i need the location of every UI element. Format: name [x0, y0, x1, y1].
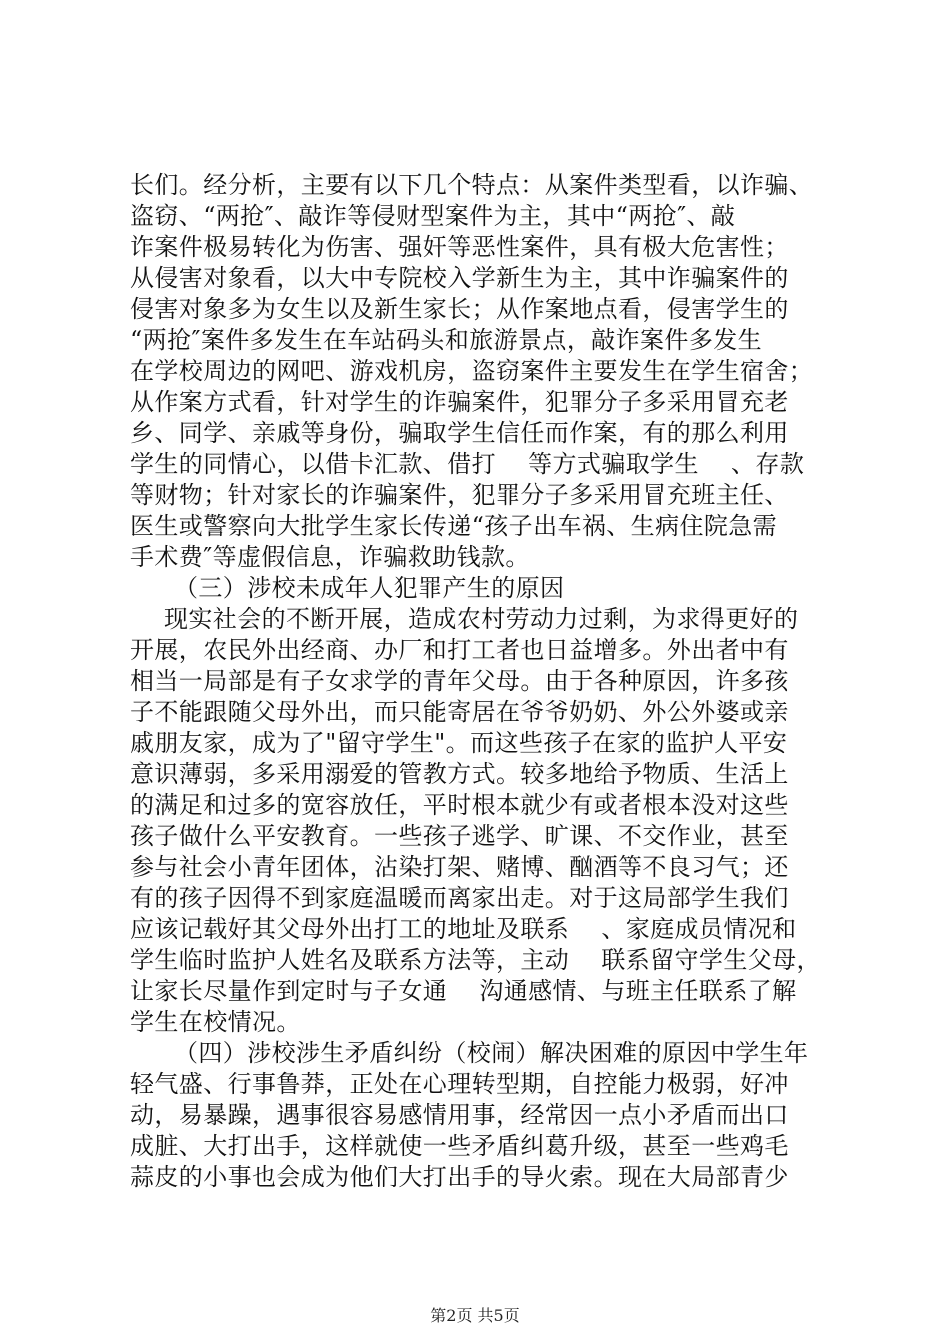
text-line: 现实社会的不断开展，造成农村劳动力过剩，为求得更好的 — [164, 605, 799, 633]
text-line: 乡、同学、亲戚等身份，骗取学生信任而作案，有的那么利用 — [130, 419, 789, 447]
text-line: 医生或警察向大批学生家长传递“孩子出车祸、生病住院急需 — [130, 512, 778, 540]
text-line: 应该记载好其父母外出打工的地址及联系 、家庭成员情况和 — [130, 915, 797, 943]
section-heading: （三）涉校未成年人犯罪产生的原因 — [174, 574, 565, 602]
text-line: 参与社会小青年团体，沾染打架、赌博、酗酒等不良习气；还 — [130, 853, 789, 881]
text-line: 有的孩子因得不到家庭温暖而离家出走。对于这局部学生我们 — [130, 884, 789, 912]
text-line: 学生临时监护人姓名及联系方法等，主动 联系留守学生父母， — [130, 946, 821, 974]
text-line: 意识薄弱，多采用溺爱的管教方式。较多地给予物质、生活上 — [130, 760, 789, 788]
body-text — [130, 170, 830, 1193]
text-line: 在学校周边的网吧、游戏机房，盗窃案件主要发生在学生宿舍； — [130, 357, 814, 385]
text-line: 让家长尽量作到定时与子女通 沟通感情、与班主任联系了解 — [130, 977, 797, 1005]
text-line: 子不能跟随父母外出，而只能寄居在爷爷奶奶、外公外婆或亲 — [130, 698, 789, 726]
text-line: 蒜皮的小事也会成为他们大打出手的导火索。现在大局部青少 — [130, 1163, 789, 1191]
text-line: 动，易暴躁，遇事很容易感情用事，经常因一点小矛盾而出口 — [130, 1101, 789, 1129]
text-line: 轻气盛、行事鲁莽，正处在心理转型期，自控能力极弱，好冲 — [130, 1070, 789, 1098]
text-line: 开展，农民外出经商、办厂和打工者也日益增多。外出者中有 — [130, 636, 789, 664]
text-line: “两抢″案件多发生在车站码头和旅游景点，敲诈案件多发生 — [130, 326, 763, 354]
page-number: 第2页 共5页 — [430, 1306, 520, 1325]
text-line: 侵害对象多为女生以及新生家长；从作案地点看，侵害学生的 — [130, 295, 789, 323]
text-line: 长们。经分析，主要有以下几个特点：从案件类型看，以诈骗、 — [130, 171, 814, 199]
text-line: 学生在校情况。 — [130, 1008, 301, 1036]
text-line: 从作案方式看，针对学生的诈骗案件，犯罪分子多采用冒充老 — [130, 388, 789, 416]
text-line: 盗窃、“两抢″、敲诈等侵财型案件为主，其中“两抢″、敲 — [130, 202, 736, 230]
text-line: 诈案件极易转化为伤害、强奸等恶性案件，具有极大危害性； — [130, 233, 789, 261]
text-line: 等财物；针对家长的诈骗案件，犯罪分子多采用冒充班主任、 — [130, 481, 789, 509]
section-heading: （四）涉校涉生矛盾纠纷（校闹）解决困难的原因中学生年 — [174, 1039, 809, 1067]
text-line: 学生的同情心，以借卡汇款、借打 等方式骗取学生 、存款 — [130, 450, 805, 478]
text-line: 的满足和过多的宽容放任，平时根本就少有或者根本没对这些 — [130, 791, 789, 819]
text-line: 手术费″等虚假信息，诈骗救助钱款。 — [130, 543, 530, 571]
text-line: 戚朋友家，成为了"留守学生"。而这些孩子在家的监护人平安 — [130, 729, 788, 757]
text-line: 成脏、大打出手，这样就使一些矛盾纠葛升级，甚至一些鸡毛 — [130, 1132, 789, 1160]
text-line: 从侵害对象看，以大中专院校入学新生为主，其中诈骗案件的 — [130, 264, 789, 292]
text-line: 相当一局部是有子女求学的青年父母。由于各种原因，许多孩 — [130, 667, 789, 695]
text-line: 孩子做什么平安教育。一些孩子逃学、旷课、不交作业，甚至 — [130, 822, 789, 850]
